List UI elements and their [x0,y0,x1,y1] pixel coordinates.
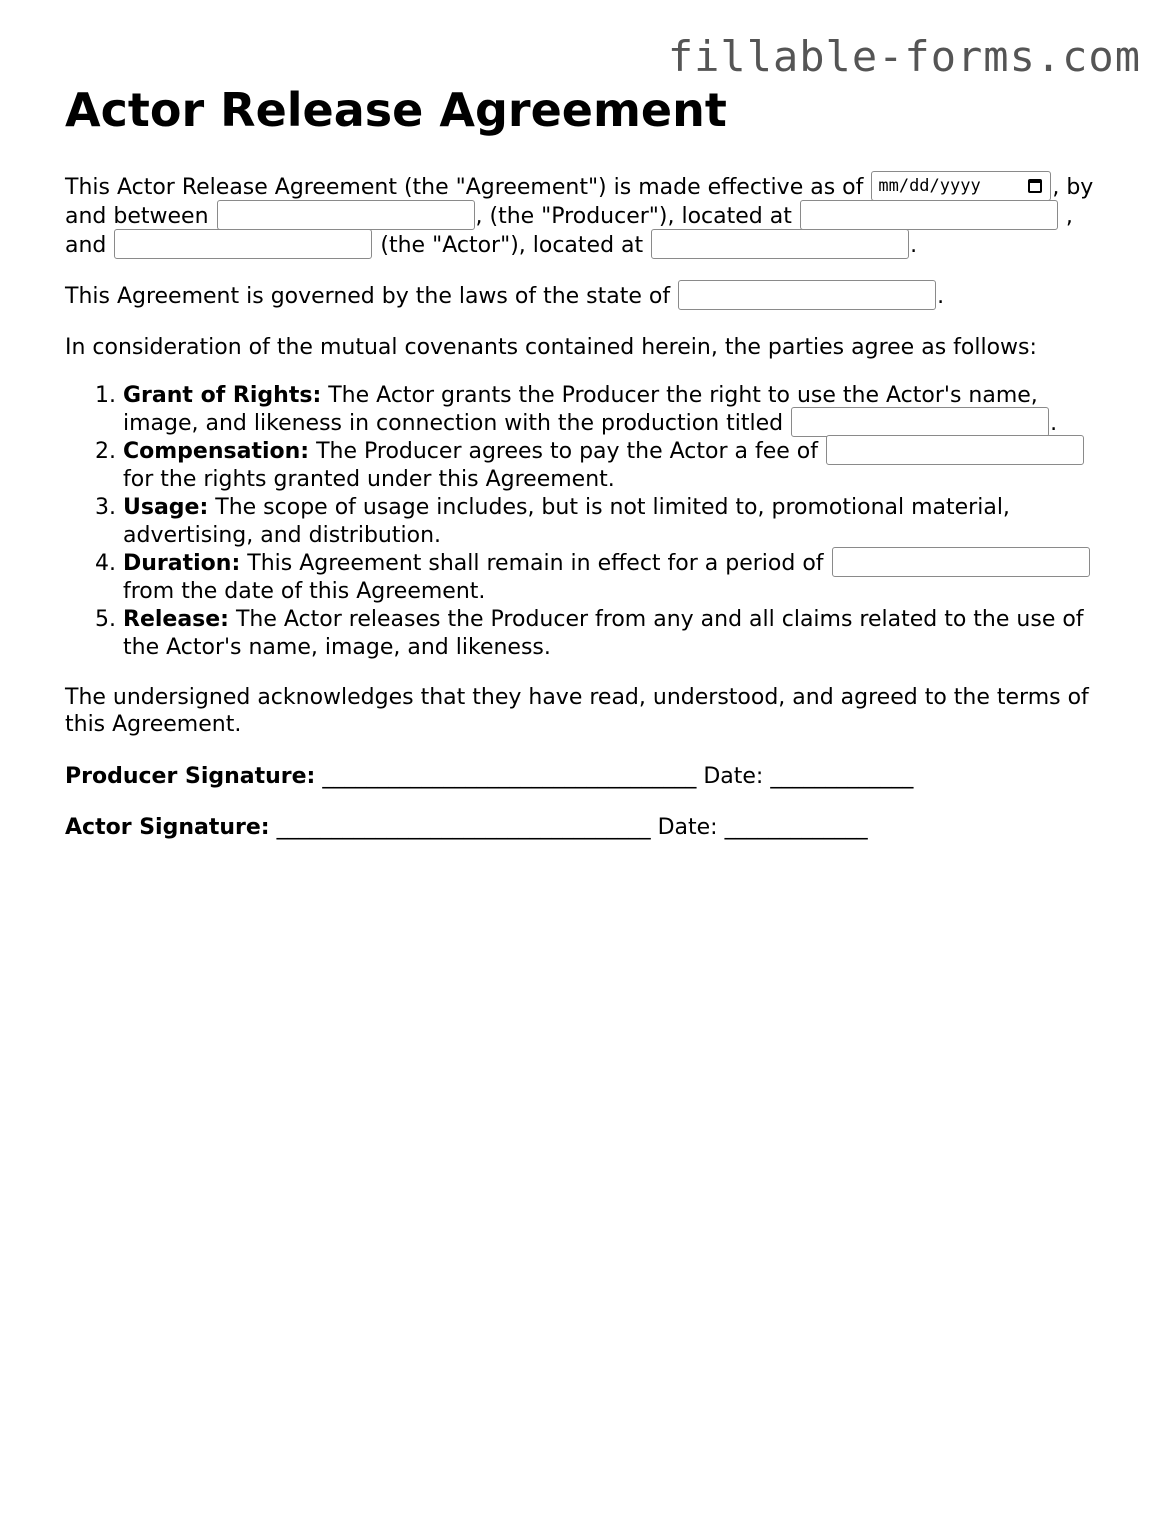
governing-law-text: This Agreement is governed by the laws of the state of [65,283,671,309]
date-placeholder: mm/dd/yyyy [878,175,981,196]
term-text: The Producer agrees to pay the Actor a fee of [309,438,819,464]
intro-text-1: This Actor Release Agreement (the "Agreement") is made effective as of [65,174,864,200]
intro-text-6: . [910,232,918,258]
intro-text-2: , by and between [65,174,1094,229]
producer-signature-label: Producer Signature: [65,763,316,789]
term-title: Usage: [123,494,209,520]
term-text: This Agreement shall remain in effect for a period of [240,550,824,576]
term-text: The Actor releases the Producer from any and all claims related to the use of the Actor's name, image, and likeness. [123,606,1084,660]
site-watermark: fillable-forms.com [667,32,1141,81]
page-title: Actor Release Agreement [65,83,727,137]
term-after: from the date of this Agreement. [123,578,486,604]
actor-name-input[interactable] [114,229,372,259]
producer-address-input[interactable] [800,200,1058,230]
term-title: Compensation: [123,438,310,464]
term-after: . [1050,410,1058,436]
actor-signature-blank: __________________________________ Date: _____________ [269,814,868,840]
term-text: The scope of usage includes, but is not limited to, promotional material, advertising, and distribution. [123,494,1010,548]
consideration-paragraph: In consideration of the mutual covenants contained herein, the parties agree as follows: [65,334,1037,360]
governing-state-input[interactable] [678,280,936,310]
terms-list [65,382,1115,662]
intro-paragraph [65,173,1115,260]
term-text: The Actor grants the Producer the right to use the Actor's name, image, and likeness in connection with the production titled [123,382,1038,436]
producer-name-input[interactable] [217,200,475,230]
production-title-input[interactable] [791,407,1049,437]
duration-input[interactable] [832,547,1090,577]
actor-signature-line [65,813,1115,842]
intro-text-5: (the "Actor"), located at [380,232,644,258]
term-grant-of-rights [123,382,1115,438]
actor-signature-label: Actor Signature: [65,814,270,840]
term-release [123,606,1115,662]
term-title: Grant of Rights: [123,382,322,408]
intro-text-3: , (the "Producer"), located at [475,203,792,229]
calendar-icon[interactable] [1028,179,1042,193]
governing-law-paragraph [65,282,1115,311]
term-duration [123,550,1115,606]
term-after: for the rights granted under this Agreement. [123,466,615,492]
producer-signature-line [65,762,1115,791]
term-title: Duration: [123,550,241,576]
producer-signature-blank: __________________________________ Date: _____________ [315,763,914,789]
term-compensation [123,438,1115,494]
term-usage [123,494,1115,550]
fee-input[interactable] [826,435,1084,465]
governing-law-end: . [937,283,945,309]
acknowledgment-paragraph: The undersigned acknowledges that they have read, understood, and agreed to the terms of this Agreement. [65,684,1089,737]
effective-date-input[interactable] [871,171,1051,201]
agreement-document [65,82,1115,842]
intro-text-4: , and [65,203,1073,258]
actor-address-input[interactable] [651,229,909,259]
term-title: Release: [123,606,229,632]
